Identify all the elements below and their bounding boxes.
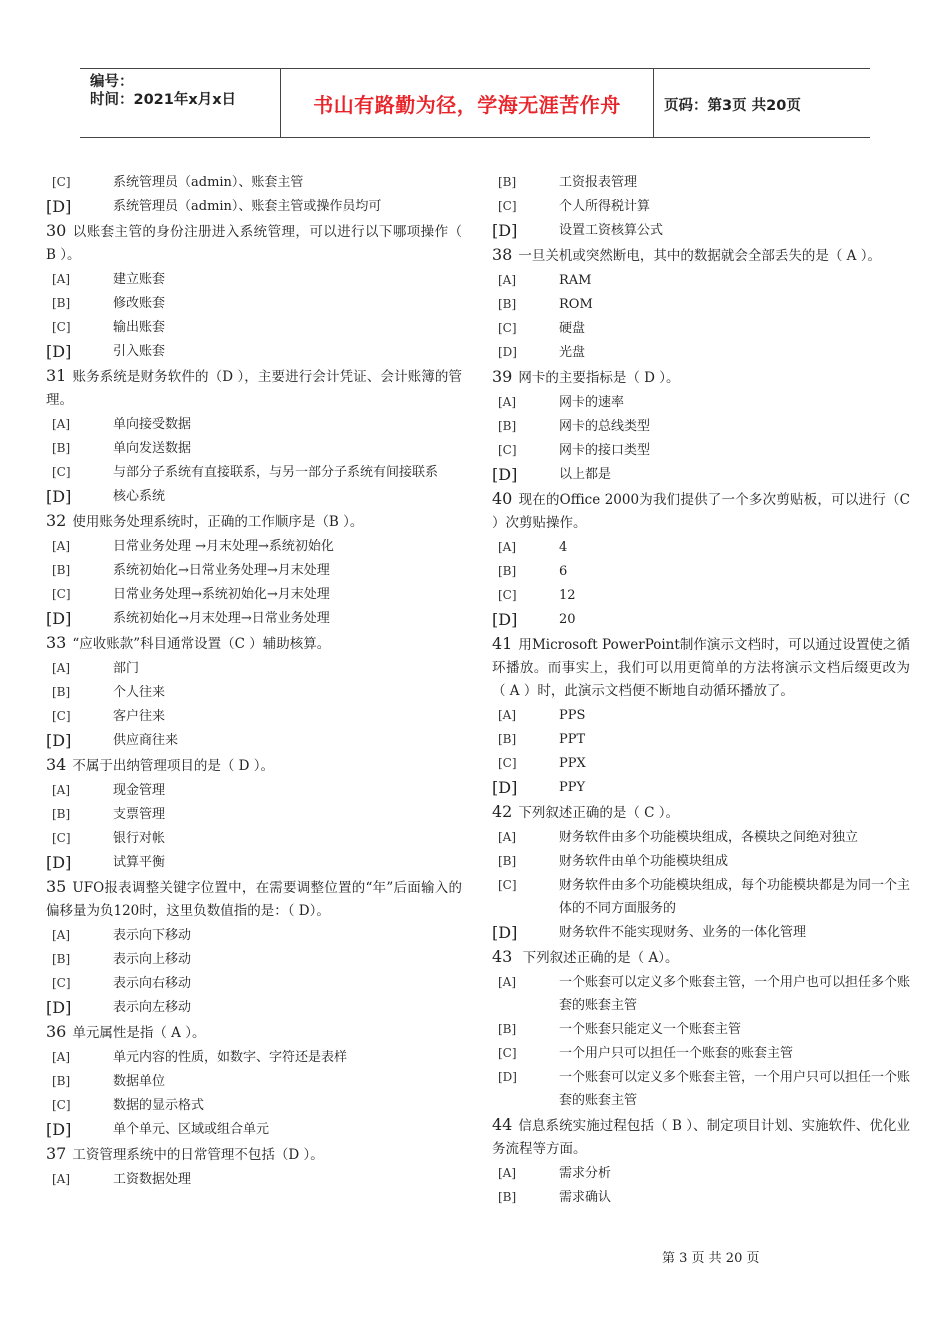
answer-option [46, 1168, 462, 1191]
option-text: 支票管理 [113, 807, 166, 822]
option-text: 表示向左移动 [113, 1000, 192, 1015]
question-number: 39 [492, 367, 513, 386]
option-text: 网卡的总线类型 [559, 419, 651, 434]
answer-option [46, 705, 462, 728]
question-number: 38 [492, 245, 513, 264]
answer-option [46, 779, 462, 802]
option-text: 试算平衡 [113, 855, 166, 870]
option-text: 光盘 [559, 345, 586, 360]
option-label: [D] [46, 731, 72, 750]
answer-option [492, 560, 910, 583]
question-stem [46, 1142, 462, 1167]
answer-option [46, 729, 462, 752]
answer-option [492, 776, 910, 799]
option-text: 客户往来 [113, 709, 166, 724]
answer-option [46, 171, 462, 194]
option-label: [C] [498, 321, 517, 335]
option-label: [A] [52, 539, 71, 553]
answer-option [492, 1042, 910, 1065]
option-text: 供应商往来 [113, 733, 179, 748]
option-text: 银行对帐 [113, 831, 166, 846]
answer-option [46, 657, 462, 680]
option-text: RAM [559, 273, 592, 288]
option-label: [B] [52, 685, 71, 699]
option-label: [B] [498, 1190, 517, 1204]
question-stem [46, 753, 462, 778]
option-label: [A] [498, 975, 517, 989]
question-stem [492, 365, 910, 390]
option-label: [B] [498, 1022, 517, 1036]
option-text: 12 [559, 588, 576, 603]
answer-option [492, 293, 910, 316]
option-text: 一个用户只可以担任一个账套的账套主管 [559, 1046, 794, 1061]
question-text: UFO报表调整关键字位置中，在需要调整位置的“年”后面输入的偏移量为负120时，这里负数值指的是：（ D）。 [46, 880, 462, 919]
option-text: 系统管理员（admin）、账套主管 [113, 175, 304, 190]
answer-option [46, 195, 462, 218]
option-text: 系统初始化→月末处理→日常业务处理 [113, 611, 330, 626]
answer-option [492, 704, 910, 727]
option-text: PPS [559, 708, 586, 723]
option-text: 表示向右移动 [113, 976, 192, 991]
option-label: [A] [52, 272, 71, 286]
question-number: 34 [46, 755, 67, 774]
option-text: 20 [559, 612, 576, 627]
question-stem [492, 1113, 910, 1161]
answer-option [46, 535, 462, 558]
answer-option [492, 584, 910, 607]
answer-option [492, 971, 910, 1017]
question-text: “应收账款”科目通常设置（C ）辅助核算。 [72, 636, 331, 652]
option-text: 需求确认 [559, 1190, 612, 1205]
answer-option [492, 608, 910, 631]
option-label: [C] [498, 199, 517, 213]
answer-option [46, 851, 462, 874]
answer-option [492, 921, 910, 944]
answer-option [46, 583, 462, 606]
option-label: [A] [52, 1050, 71, 1064]
question-stem [46, 875, 462, 923]
answer-option [46, 292, 462, 315]
answer-option [492, 1186, 910, 1209]
answer-option [492, 269, 910, 292]
option-label: [A] [52, 1172, 71, 1186]
option-text: 一个账套可以定义多个账套主管，一个用户只可以担任一个账套的账套主管 [559, 1070, 911, 1108]
option-label: [D] [498, 1070, 517, 1084]
answer-option [492, 439, 910, 462]
option-label: [A] [498, 1166, 517, 1180]
question-text: 下列叙述正确的是（ C ）。 [518, 805, 680, 821]
option-label: [B] [498, 564, 517, 578]
header-page-info: 页码：第3页 共20页 [664, 98, 801, 114]
option-label: [C] [52, 465, 71, 479]
answer-option [492, 874, 910, 920]
option-label: [B] [52, 296, 71, 310]
answer-option [492, 1066, 910, 1112]
option-text: 日常业务处理→系统初始化→月末处理 [113, 587, 330, 602]
option-label: [C] [498, 443, 517, 457]
option-label: [D] [46, 197, 72, 216]
answer-option [46, 607, 462, 630]
answer-option [492, 341, 910, 364]
question-text: 用Microsoft PowerPoint制作演示文档时，可以通过设置使之循环播放。而事实上，我们可以用更简单的方法将演示文档后缀更改为（ A ）时，此演示文档便不断地自动循环播放了。 [492, 637, 910, 699]
question-number: 42 [492, 802, 513, 821]
option-text: 以上都是 [559, 467, 612, 482]
option-label: [C] [52, 587, 71, 601]
answer-option [492, 463, 910, 486]
question-number: 40 [492, 489, 513, 508]
option-label: [D] [492, 221, 518, 240]
option-text: 财务软件不能实现财务、业务的一体化管理 [559, 925, 807, 940]
option-label: [C] [52, 709, 71, 723]
question-number: 37 [46, 1144, 67, 1163]
option-text: 财务软件由多个功能模块组成，每个功能模块都是为同一个主体的不同方面服务的 [559, 878, 911, 916]
answer-option [492, 850, 910, 873]
option-text: PPT [559, 732, 586, 747]
answer-option [46, 1070, 462, 1093]
option-label: [A] [52, 783, 71, 797]
option-label: [A] [498, 708, 517, 722]
option-label: [C] [52, 831, 71, 845]
option-label: [D] [492, 923, 518, 942]
answer-option [46, 681, 462, 704]
option-text: 数据单位 [113, 1074, 166, 1089]
question-stem [46, 509, 462, 534]
option-text: 建立账套 [113, 272, 166, 287]
answer-option [46, 340, 462, 363]
question-stem [492, 800, 910, 825]
answer-option [46, 485, 462, 508]
left-question-column [46, 170, 462, 1192]
option-text: 单个单元、区域或组合单元 [113, 1122, 270, 1137]
option-text: 网卡的速率 [559, 395, 625, 410]
option-label: [A] [498, 395, 517, 409]
question-text: 账务系统是财务软件的（D ），主要进行会计凭证、会计账簿的管理。 [46, 369, 462, 408]
option-text: 网卡的接口类型 [559, 443, 651, 458]
option-label: [D] [46, 1120, 72, 1139]
answer-option [46, 316, 462, 339]
answer-option [492, 317, 910, 340]
question-text: 以账套主管的身份注册进入系统管理，可以进行以下哪项操作（ B ）。 [46, 224, 462, 263]
option-text: 部门 [113, 661, 140, 676]
answer-option [492, 728, 910, 751]
option-text: PPX [559, 756, 586, 771]
time-line: 时间：2021年x月x日 [90, 92, 237, 108]
answer-option [492, 415, 910, 438]
option-text: 现金管理 [113, 783, 166, 798]
option-label: [D] [492, 465, 518, 484]
option-label: [A] [498, 540, 517, 554]
option-label: [D] [46, 487, 72, 506]
header-meta [80, 69, 281, 137]
option-text: 财务软件由多个功能模块组成，各模块之间绝对独立 [559, 830, 859, 845]
question-stem [46, 631, 462, 656]
option-text: 表示向下移动 [113, 928, 192, 943]
option-label: [C] [498, 588, 517, 602]
option-text: 表示向上移动 [113, 952, 192, 967]
option-text: 与部分子系统有直接联系，与另一部分子系统有间接联系 [113, 465, 439, 480]
option-text: 一个账套只能定义一个账套主管 [559, 1022, 742, 1037]
option-label: [B] [52, 563, 71, 577]
option-label: [B] [52, 441, 71, 455]
option-label: [C] [498, 756, 517, 770]
page-header [80, 68, 870, 138]
option-text: 工资报表管理 [559, 175, 638, 190]
option-text: 单向接受数据 [113, 417, 192, 432]
page-footer: 第 3 页 共 20 页 [662, 1251, 760, 1266]
answer-option [492, 1162, 910, 1185]
option-text: 4 [559, 540, 568, 555]
option-label: [A] [498, 273, 517, 287]
option-label: [B] [52, 952, 71, 966]
answer-option [492, 536, 910, 559]
answer-option [492, 219, 910, 242]
right-question-column [492, 170, 910, 1210]
question-text: 一旦关机或突然断电，其中的数据就会全部丢失的是（ A ）。 [518, 248, 881, 264]
option-label: [D] [46, 853, 72, 872]
question-stem [492, 487, 910, 535]
option-label: [C] [498, 1046, 517, 1060]
answer-option [46, 559, 462, 582]
option-label: [A] [52, 417, 71, 431]
answer-option [46, 1046, 462, 1069]
option-text: 一个账套可以定义多个账套主管，一个用户也可以担任多个账套的账套主管 [559, 975, 911, 1013]
answer-option [46, 268, 462, 291]
question-stem [46, 364, 462, 412]
answer-option [492, 752, 910, 775]
answer-option [492, 1018, 910, 1041]
option-text: 数据的显示格式 [113, 1098, 205, 1113]
question-stem [46, 219, 462, 267]
option-text: 日常业务处理 →月末处理→系统初始化 [113, 539, 334, 554]
option-text: 需求分析 [559, 1166, 612, 1181]
option-text: 系统管理员（admin）、账套主管或操作员均可 [113, 199, 382, 214]
option-text: 系统初始化→日常业务处理→月末处理 [113, 563, 330, 578]
option-text: 输出账套 [113, 320, 166, 335]
option-label: [A] [498, 830, 517, 844]
question-text: 单元属性是指（ A ）。 [72, 1025, 206, 1041]
option-label: [C] [52, 320, 71, 334]
question-number: 36 [46, 1022, 67, 1041]
question-number: 35 [46, 877, 67, 896]
question-number: 43 [492, 947, 513, 966]
option-label: [B] [498, 419, 517, 433]
code-label: 编号： [90, 74, 134, 90]
answer-option [492, 171, 910, 194]
answer-option [46, 803, 462, 826]
answer-option [46, 437, 462, 460]
option-text: 单元内容的性质，如数字、字符还是表样 [113, 1050, 348, 1065]
question-number: 41 [492, 634, 513, 653]
option-text: 设置工资核算公式 [559, 223, 664, 238]
option-label: [D] [498, 345, 517, 359]
option-label: [C] [52, 1098, 71, 1112]
question-number: 31 [46, 366, 67, 385]
option-label: [B] [498, 175, 517, 189]
question-number: 33 [46, 633, 67, 652]
answer-option [46, 413, 462, 436]
option-label: [D] [492, 610, 518, 629]
question-stem [492, 243, 910, 268]
option-text: 核心系统 [113, 489, 166, 504]
option-text: 6 [559, 564, 568, 579]
question-text: 不属于出纳管理项目的是（ D ）。 [72, 758, 275, 774]
header-motto: 书山有路勤为径，学海无涯苦作舟 [281, 69, 654, 137]
answer-option [46, 461, 462, 484]
option-label: [B] [52, 807, 71, 821]
option-label: [B] [52, 1074, 71, 1088]
option-text: ROM [559, 297, 593, 312]
answer-option [46, 924, 462, 947]
question-number: 30 [46, 221, 67, 240]
question-text: 网卡的主要指标是（ D ）。 [518, 370, 680, 386]
option-label: [D] [46, 342, 72, 361]
option-text: 个人往来 [113, 685, 166, 700]
option-label: [C] [52, 976, 71, 990]
option-label: [C] [498, 878, 517, 892]
question-text: 工资管理系统中的日常管理不包括（D ）。 [72, 1147, 324, 1163]
option-label: [C] [52, 175, 71, 189]
option-text: 单向发送数据 [113, 441, 192, 456]
option-text: 个人所得税计算 [559, 199, 651, 214]
option-text: 硬盘 [559, 321, 586, 336]
answer-option [492, 826, 910, 849]
answer-option [46, 827, 462, 850]
answer-option [46, 1118, 462, 1141]
question-stem [492, 945, 910, 970]
answer-option [492, 391, 910, 414]
option-text: 引入账套 [113, 344, 166, 359]
question-stem [46, 1020, 462, 1045]
option-label: [B] [498, 854, 517, 868]
option-label: [B] [498, 732, 517, 746]
question-text: 下列叙述正确的是（ A）。 [518, 950, 679, 966]
option-label: [D] [46, 998, 72, 1017]
option-text: 修改账套 [113, 296, 166, 311]
question-number: 44 [492, 1115, 513, 1134]
option-label: [D] [46, 609, 72, 628]
option-label: [D] [492, 778, 518, 797]
answer-option [492, 195, 910, 218]
question-text: 现在的Office 2000为我们提供了一个多次剪贴板，可以进行（C ）次剪贴操作。 [492, 492, 910, 531]
option-label: [A] [52, 928, 71, 942]
question-stem [492, 632, 910, 703]
option-text: PPY [559, 780, 586, 795]
answer-option [46, 1094, 462, 1117]
answer-option [46, 948, 462, 971]
option-text: 财务软件由单个功能模块组成 [559, 854, 729, 869]
option-label: [B] [498, 297, 517, 311]
option-text: 工资数据处理 [113, 1172, 192, 1187]
question-text: 信息系统实施过程包括（ B ）、制定项目计划、实施软件、优化业务流程等方面。 [492, 1118, 910, 1157]
answer-option [46, 972, 462, 995]
question-number: 32 [46, 511, 67, 530]
answer-option [46, 996, 462, 1019]
option-label: [A] [52, 661, 71, 675]
question-text: 使用账务处理系统时，正确的工作顺序是（B ）。 [72, 514, 364, 530]
